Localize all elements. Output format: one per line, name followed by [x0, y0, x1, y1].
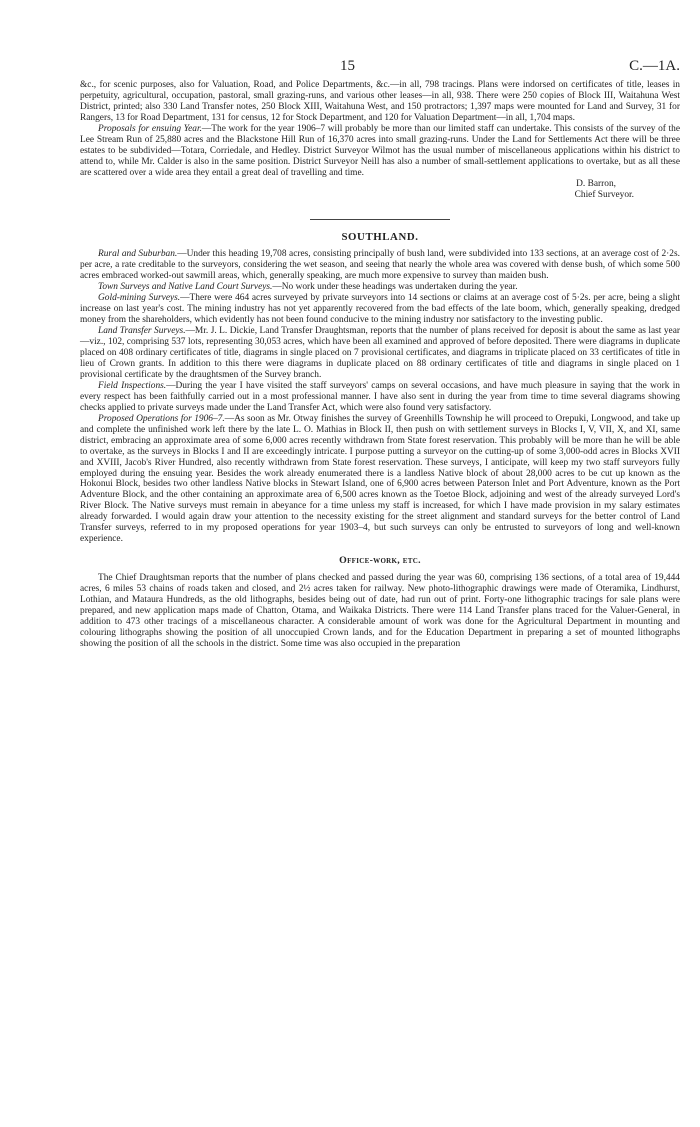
- section-title-southland: SOUTHLAND.: [341, 231, 419, 244]
- field-paragraph: [80, 381, 680, 414]
- document-page: [80, 0, 680, 650]
- proposals-paragraph: [80, 124, 680, 179]
- rural-paragraph: [80, 249, 680, 282]
- rural-heading: Rural and Suburban.: [98, 249, 178, 260]
- town-text: —No work under these headings was undertaken during the year.: [272, 282, 518, 293]
- proposals-text: —The work for the year 1906–7 will probably be more than our limited staff can undertake. This consists of the survey of the Lee Stream Run of 25,880 acres and the Blackstone Hill Run of 16,370 acres into small grazing-runs. Under the Land for Settlements Act there will be three estates to be subdivided—Totara, Corriedale, and Hedley. District Surveyor Wilmot has the usual number of miscellaneous applications within his district to attend to, while Mr. Calder is also in the same position. District Surveyor Neill has also a number of small-settlement applications to overtake, but as all these are scattered over a wide area they entail a great deal of travelling and time.: [80, 123, 681, 178]
- town-paragraph: [80, 282, 680, 293]
- gold-text: —There were 464 acres surveyed by private surveyors into 14 sections or claims at an average cost of 5·2s. per acre, being a slight increase on last year's cost. The mining industry has not yet apparently recovered from the bad effects of the late boom, which, generally speaking, dredged money from the shareholders, which evidently has not been found conducive to the mining industry nor satisfactory to the investing public.: [80, 293, 680, 326]
- proposed-heading: Proposed Operations for 1906–7.: [98, 413, 225, 424]
- gold-heading: Gold-mining Surveys.: [98, 293, 181, 304]
- proposed-text: —As soon as Mr. Otway finishes the survey of Greenhills Township he will proceed to Orepuki, Longwood, and take up and complete the unfinished work left there by the late L. O. Mathias in Block II, then push on with settlement surveys in Blocks I, V, VII, X, and XI, same district, embracing an approximate area of some 6,000 acres recently withdrawn from State forest reservation. This probably will be more than he will be able to overtake, as the surveys in Blocks I and II are exceedingly intricate. I purpose putting a surveyor on the cutting-up of some 3,000-odd acres in Blocks XVII and XVIII, Jacob's River Hundred, also recently withdrawn from State forest reservation. These surveys, I anticipate, will keep my two staff surveyors fully employed during the ensuing year. Besides the work already enumerated there is a landless Native block of about 28,000 acres to be cut up known as the Hokonui Block, besides two other landless Native blocks in Stewart Island, one of 6,900 acres between Paterson Inlet and Port Adventure, known as the Port Adventure Block, and the other containing an approximate area of 6,500 acres known as the Toetoe Block, adjoining and west of the already surveyed Lord's River Block. The Native surveys must remain in abeyance for a time unless my staff is increased, for which I have made provision in my salary estimates already forwarded. I would again draw your attention to the necessity existing for the street alignment and standard surveys for the better control of Land Transfer surveys, referred to in my proposed operations for year 1903–4, but such surveys can only be entrusted to surveyors of long and well-known experience.: [80, 413, 680, 545]
- office-paragraph: The Chief Draughtsman reports that the number of plans checked and passed during the year was 60, comprising 136 sections, of a total area of 19,444 acres, 6 miles 53 chains of roads taken and closed, and 2½ acres taken for railway. New photo-lithographic drawings were made of Oteramika, Lindhurst, Lothian, and Mataura Hundreds, as the old lithographs, besides being out of date, had run out of print. Forty-one lithographic tracings for sale plans were prepared, and new application maps made of Chatton, Otama, and Waikaka Districts. There were 114 Land Transfer plans traced for the Valuer-General, in addition to 473 other tracings of a miscellaneous character. A considerable amount of work was done for the Agricultural Department in mounting and colouring lithographs showing the position of all unoccupied Crown lands, and for the Education Department in preparing a set of mounted lithographs showing the position of all the schools in the district. Some time was also occupied in the preparation: [80, 573, 680, 649]
- intro-paragraph: &c., for scenic purposes, also for Valuation, Road, and Police Departments, &c.—in all, 798 tracings. Plans were indorsed on certificates of title, leases in perpetuity, agricultural, occupation, pastoral, small grazing-runs, and various other leases—in all, 938. There were 250 copies of Block III, Waitahuna West District, printed; also 330 Land Transfer notes, 250 Block XIII, Waitahuna West, and 150 protractors; 1,397 maps were mounted for Land and Survey, 31 for Rangers, 13 for Road Department, 131 for census, 12 for Stock Department, and 120 for Valuation Department—in all, 1,704 maps.: [80, 80, 680, 123]
- page-number: 15: [340, 58, 355, 74]
- section-title-office-work: Office-work, etc.: [339, 555, 421, 567]
- signature-name: D. Barron,: [576, 178, 616, 189]
- land-transfer-paragraph: [80, 326, 680, 381]
- page-header: [80, 58, 680, 78]
- rural-text: —Under this heading 19,708 acres, consisting principally of bush land, were subdivided into 133 sections, at an average cost of 2·2s. per acre, a rate creditable to the surveyors, considering the wet season, and seeing that nearly the whole area was covered with dense bush, of which some 500 acres embraced worked-out sawmill areas, which, generally speaking, are much more expensive to survey than maiden bush.: [80, 249, 680, 282]
- land-transfer-heading: Land Transfer Surveys.: [98, 326, 186, 337]
- signature-title: Chief Surveyor.: [574, 189, 634, 200]
- section-divider: [310, 219, 450, 220]
- proposals-heading: Proposals for ensuing Year.: [98, 123, 202, 134]
- land-transfer-text: —Mr. J. L. Dickie, Land Transfer Draughtsman, reports that the number of plans received for deposit is about the same as last year—viz., 102, comprising 537 lots, representing 30,053 acres, which have been all examined and approved of before deposited. There were diagrams in duplicate placed on 408 ordinary certificates of title, diagrams in single placed on 7 provisional certificates, and diagrams in triplicate placed on 33 certificates of title in lieu of Crown grants. In addition to this there were diagrams in duplicate placed on 88 ordinary certificates of title and diagrams in single placed on 1 provisional certificate by the draughtsmen of the Survey branch.: [80, 326, 681, 380]
- field-text: —During the year I have visited the staff surveyors' camps on several occasions, and have much pleasure in saying that the work in every respect has been faithfully carried out in a most professional manner. I have also sent in during the year from time to time several diagrams showing checks applied to private surveys made under the Land Transfer Act, which were also found very satisfactory.: [80, 380, 680, 413]
- proposed-paragraph: [80, 414, 680, 545]
- document-reference: C.—1A.: [629, 58, 680, 74]
- field-heading: Field Inspections.: [98, 380, 167, 391]
- gold-paragraph: [80, 293, 680, 326]
- body-text: [80, 80, 680, 650]
- town-heading: Town Surveys and Native Land Court Surveys.: [98, 282, 273, 293]
